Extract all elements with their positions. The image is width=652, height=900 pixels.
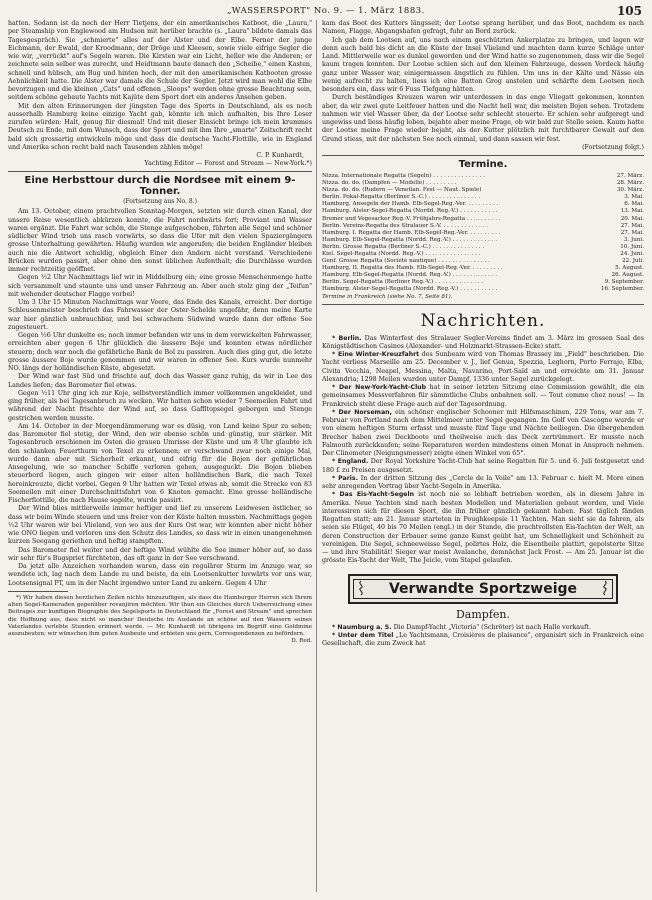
column-rule	[316, 20, 317, 892]
paragraph: hatten. Sodann ist da noch der Herr Tietjens, der ein amerikanisches Katboot, die „Laura," per Steamship von Englewood am Hudson mit herüber brachte (s. „Laura" bildete damals das Tagesgespräch). Sie „schmierte" alles auf der Alster und der Elbe. Ferner der junge Eichmann, der Ewald, der Kroodmann, der Dröge und Kleesen, sowie viele eifrige Segler die wie wir, „verrückt" auf's Segeln waren. Die Kirsten war ein Licht, heller wie die Anderen; er zeichnete sein selber was zurecht, und Heidtmann baute danach den „Scheibe," einen Kasten, schnell und hübsch, am Bug und hinten hoch, der mit den amerikanischen Katbooten grosse Aehnlichkeit hatte. Die Alster war damals die Schule der Segler. Jetzt wird man wohl die Elbe bevorzugen und die kleinen „Cats" und offenen „Sloops" werden ohne grosse Beachtung sein, seitdem schöne gebaute Yachts mit Kajüte dem Sport dort ein anderes Ansehen geben.	[8, 20, 312, 102]
termine-row	[322, 208, 644, 215]
paragraph: Durch beständiges Kreuzen waren wir unterdessen in das enge Vliegatt gekommen, konnten aber, da wir zwei gute Leitfeuer hatten und die Nacht hell war, die meisten Bojen sehen. Trotzdem nahmen wir viel Wasser über, da der Lootse sehr schlecht steuerte. Er schien sehr aufgeregt und ungewiss und liess häufig loben, bejahte aber meine Frage, ob wir bald zur Stelle seien. Kaum hatte der Lootse meine Frage wieder bejaht, als der Kutter plötzlich mit furchtbarer Gewalt auf den Grund stiess, mit der nächsten See noch einmal, und dann sassen wir fest.	[322, 94, 644, 143]
news-item-text: des Sunbeam wird von Thomas Brassey im „Field" beschrieben. Die Yacht verliess Marseille am 25. December v. J., lief Genua, Spezzia, Leghorn, Porto Ferrajo, Elba, Civita Vecchia, Neapel, Messina, Malta, Navarino, Port-Saïd an und erreichte am 31. Januar Alexandria; 1298 Meilen wurden unter Dampf, 1336 unter Segel zurückgelegt.	[322, 351, 644, 383]
termine-event: Genf. Grosse Regatta (Société nautique) . . . . . . . . . . . . . . .	[322, 258, 490, 265]
news-item	[322, 491, 644, 565]
paragraph: Der Wind blies mittlerweile immer heftiger und lief zu unserem Leidwesen östlicher, so dass wir beim Winde steuern und uns freier von der Küste halten mussten. Nachmittags gegen ½2 Uhr waren wir bei Vlieland, von wo aus der Kurs Ost war, wir konnten aber nicht höher wie ONO liegen und verloren uns den Schutz des Landes, so dass wir in einen unangenehmen kurzen Seegang geriethen und heftig stampften.	[8, 505, 312, 546]
news-item	[322, 475, 644, 492]
news-item-lead: * Unter dem Titel	[332, 631, 394, 639]
news-item-lead: * Das Eis-Yacht-Segeln	[332, 491, 415, 499]
termine-event: Hamburg. I. Regatta der Hamb. Elb-Segel-Reg.-Ver. . . . . . . . . .	[322, 229, 501, 236]
termine-row	[322, 265, 644, 272]
termine-event: Berlin. Pokal-Regatta (Berliner S.-C.) . . . . . . . . . . . . . . .	[322, 194, 481, 201]
paragraph: Am 14. October in der Morgendämmerung war es düsig, von Land keine Spur zu sehen; das Barometer fiel stetig, der Wind, den wir ebenso schön und günstig, nur stärker. Mit Tagesanbruch erschienen im Osten die grauen Umrisse der Küste und um 8 Uhr glaubte ich den schlanken Feuerthurm von Texel zu erkennen; er verschwand zwar noch einige Mal, wurde dann aber mit Sicherheit erkannt, und eifrig für die Bojen der gefährlichen Ansegelung, wie so mancher Schiffe verloren gehen, ausgeguckt. Die Bojen blieben steuerbord liegen, auch gingen wir einer alten holländischen Bark, die nach Texel hereinkreuzte, dicht vorbei. Gegen 9 Uhr hatten wir Texel etwas ab, somit die Strecke von 83 Seemeilen mit einer Durchschnittsfahrt von 6 Knoten gemacht. Eine grosse holländische Fischerflottille, die nach Hause segelte, wurde passirt.	[8, 422, 312, 505]
paragraph: Da jetzt alle Anzeichen vorhanden waren, dass ein regulärer Sturm im Anzuge war, so wendete ich, lag nach dem Lande zu und beiste, da ein Lootsenkutter luvwärts vor uns war, Lootsensignal PT, um in der Nacht irgendwo unter Land zu ankern. Gegen 4 Uhr	[8, 563, 312, 587]
termine-row	[322, 201, 644, 208]
termine-event: Berlin. Grosse Regatta (Berliner S.-C.) . . . . . . . . . . . . . . .	[322, 243, 485, 250]
continuation-note: (Fortsetzung folgt.)	[582, 143, 644, 151]
paragraph: Ich gab dem Lootsen auf, uns nach einem geschützten Ankerplatze zu bringen, und lagen wir denn auch bald bis dicht an die Küste der Insel Vlieland und machten dann kurze Schläge unter Land. Mittlerweile war es dunkel geworden und der Wind hatte so zugenommen, dass wir die Segel kaum tragen konnten. Der Lootse schien sich auf den kleinen Fahrzeuge, dessen Vordeck häufig ganz unter Wasser war, einigermassen ängstlich zu fühlen. Um uns in der Kälte und Nässe ein wenig aufrecht zu halten, liess ich eine Batton Grog anstelen und schärfte dem Lootsen noch besonders ein, dass wir 6 Fuss Tiefgang hätten.	[322, 36, 644, 93]
paragraph: Gegen ½11 Uhr ging ich zur Koje, selbstverständlich immer vollkommen angekleidet, und ging früher, als bei Tagesanbruch zu wecken. Wir hatten schon wieder 7 Seemeilen Fahrt und während der Nacht frischte der Wind auf, so dass Gaffltopsegel geborgen und Stenge gestrichen werden musste.	[8, 389, 312, 422]
dampfen-list	[322, 624, 644, 649]
termine-row	[322, 279, 644, 286]
termine-event: Nizza. Internationale Regatta (Segeln) . . . . . . . . . . . . . . .	[322, 172, 485, 179]
right-column	[322, 20, 644, 894]
termine-row	[322, 258, 644, 265]
news-item-lead: * Berlin.	[332, 334, 362, 342]
paragraph: Gegen ½2 Uhr Nachmittags lief wir in Middelburg ein; eine grosse Menschenmenge hatte sich versammelt und staunte uns und unser Fahrzeug an. Aber auch stolz ging der „Teifun" mit wehender deutscher Flagge vorbei!	[8, 274, 312, 298]
termine-date: 6. Mai.	[624, 201, 644, 208]
banner-title: Verwandte Sportzweige	[353, 579, 613, 599]
termine-event: Kiel. Segel-Regatta (Nordd. Reg.-V.) . . . . . . . . . . . . . . . .	[322, 250, 481, 257]
termine-event: Berlin. Vereins-Regatta des Stralauer S.-V. . . . . . . . . . . . . .	[322, 222, 488, 229]
termine-event: Bremer und Vegesacker Reg.-V. Frühjahrs-Regatta . . . . . . . . . .	[322, 215, 501, 222]
termine-event: Hamburg. Ansegeln der Hamb. Elb-Segel-Reg.-Ver. . . . . . . . . .	[322, 201, 499, 208]
news-item-lead: * Der New-York-Yacht-Club	[332, 384, 427, 392]
page-header	[8, 6, 644, 20]
news-item-lead: * Paris.	[332, 474, 358, 482]
divider	[8, 171, 312, 172]
nachrichten-list	[322, 335, 644, 566]
news-item-lead: * Naumburg a. S.	[332, 623, 392, 631]
termine-date: 3. Mai.	[624, 194, 644, 201]
paragraph: Um 3 Uhr 15 Minuten Nachmittags war Veere, das Ende des Kanals, erreicht. Der dortige Schleusenmeister beschrieb das Fahrwasser der Oster-Schelde ungefähr, denn meine Karte war hier gänzlich unbrauchbar, und bei schwachem Südwind wurde dann der offene See zugesteuert.	[8, 299, 312, 331]
termine-title: Termine.	[458, 158, 508, 170]
paragraph: kam das Boot des Kutters längsseit; der Lootse sprang herüber, und das Boot, nachdem es nach Namen, Flagge, Abgangshafen gefragt, fuhr an Bord zurück.	[322, 20, 644, 36]
news-item	[322, 384, 644, 409]
footnote-divider	[8, 591, 68, 592]
termine-date: 20. Mai.	[620, 215, 644, 222]
paragraph: Am 13. October, einem prachtvollen Sonntag-Morgen, setzten wir durch einen Kanal, der unsere Reise wesentlich abkürzen konnte, die Fahrt nordwärts fort; Proviant und Wasser waren ergänzt. Die Fahrt war schön, die Stenge aufgeschoben, führten alle Segel und schöner südlicher Wind trieb uns rasch vorwärts, so dass die Ufer mit den vielen Spaziergängern grosse Unterhaltung gewährten. Häufig wurden wir angerufen; die beiden Engländer bleiben auch nie die Antwort schuldig, obgleich Einer den Andern nicht verstand. Verschiedene Brücken wurden passirt, aber ohne den sonst üblichen Aufenthalt; die Durchlässe wurden immer rechtzeitig geöffnet.	[8, 208, 312, 274]
divider	[322, 155, 644, 156]
termine-date: 26. August.	[611, 272, 644, 279]
news-item-text: In der dritten Sitzung des „Cercle de la Voile" am 13. Februar c. hielt M. More einen sehr anregenden Vortrag über Yacht-Segeln in Amerika.	[322, 474, 644, 491]
termine-row	[322, 251, 644, 258]
termine-date: 16. September.	[601, 286, 644, 293]
news-item	[322, 335, 644, 352]
news-item	[322, 458, 644, 475]
paragraph: Gegen ½6 Uhr dunkelte es; noch immer befanden wir uns in dem verwickelten Fahrwasser, erreichten aber gegen 6 Uhr glücklich die äussere Boje und konnten etwas nördlicher steuern; doch war noch die gefährliche Bank de Bol zu passiren. Auch dies ging gut, die letzte grosse äussere Boje wurde genommen und wir waren in offener See. Kurs wurde nunmehr NO. längs der holländischen Küste, abgesetzt.	[8, 332, 312, 373]
news-item-lead: * Eine Winter-Kreuzfahrt	[332, 351, 420, 359]
news-item	[322, 624, 644, 632]
termine-event: Hamburg. Elb-Segel-Regatta (Nordd. Reg.-V.) . . . . . . . . . . . . .	[322, 236, 498, 243]
termine-date: 13. Mai.	[620, 208, 644, 215]
news-item-lead: * Der Norseman,	[332, 408, 392, 416]
termine-date: 5. August.	[615, 265, 644, 272]
termine-row	[322, 194, 644, 201]
termine-row	[322, 216, 644, 223]
termine-row	[322, 187, 644, 194]
termine-row	[322, 180, 644, 187]
news-item-text: Die Dampf-Yacht „Victoria" (Schröter) ist nach Halle verkauft.	[391, 623, 591, 631]
termine-date: 3. Juni.	[623, 236, 644, 243]
divider	[322, 304, 644, 305]
paragraph: Das Barometer fiel weiter und der heftige Wind wühlte die See immer höher auf, so dass wir sehr für's Bugspriet fürchteten, das oft ganz in der See verschwand.	[8, 546, 312, 562]
news-item	[322, 409, 644, 459]
paragraph: Mit den alten Erinnerungen der jüngsten Tage des Sports in Deutschland, als es noch ausserhalb Hamburg keine einzige Yacht gab, könnte ich mich aufhalten, bis Ihre Leser zurufen würden: Halt, genug für diesmal! Und mit dieser Einsicht bringe ich mein krummes Deutsch zu Ende, mit dem Wunsch, dass der Sport und mit ihm Ihre „smarte" Zeitschrift recht bald sich grossartig entwickeln möge und dass die deutsche Yacht-Flottille, wie in England und Amerika schon recht bald nach Tausenden zählen möge!	[8, 102, 312, 151]
section-banner	[348, 574, 618, 604]
running-title: „WASSERSPORT" No. 9. — 1. März 1883.	[227, 6, 425, 16]
termine-note-text: Termine in Frankreich (siehe No. 7, Seite 81).	[322, 293, 453, 300]
termine-note	[322, 294, 644, 301]
page-number: 105	[616, 4, 642, 18]
termine-row	[322, 272, 644, 279]
termine-event: Hamburg. Alster-Segel-Regatta (Nordd. Reg.-V.) . . . . . . . . . . .	[322, 208, 498, 215]
termine-date: 24. Juni.	[620, 250, 644, 257]
article-title: Eine Herbsttour durch die Nordsee mit einem 9-Tonner.	[24, 175, 296, 198]
termine-row	[322, 223, 644, 230]
news-item-text: „Le Yachtsmann, Croisières de plaisance", organisirt sich in Frankreich eine Gesellschaft, die zum Zweck hat	[322, 631, 644, 648]
termine-event: Nizza. do. do. (Dampfen — Modelle) . . . . . . . . .	[322, 180, 457, 187]
termine-list	[322, 173, 644, 294]
termine-event: Nizza. do. do. (Rudern — Venetian. Fest — Naut. Spiele)	[322, 187, 482, 194]
news-item-text: ist noch nie so lebhaft betrieben worden, als in diesem Jahre in Amerika. Neue Yachten sind nach besten Modellen und Materialien gebaut worden, und Viele interessiren sich für diesen Sport, die ihn früher gänzlich gekannt haben. Fast täglich fänden Regatten statt; am 21. Januar starteten in Poughkeepsie 11 Yachten. Man sieht sie da fahren, als seien sie Flügel, 40 bis 70 Meilen (engl.) in der Stunde, die prachtvollsten Eis-Yachten der Welt, an deren Construction der Erbauer seine ganze Kunst geübt hat, um Schnelligkeit und Schönheit zu vereinigen. Die Segel, schneeweisse Segel, polirtes Holz, die Eisentheile plattirt, gepolsterte Sitze — und ihre Stabilität! Sieger war meist Avalanche, demnächst Jack Frost. — Am 25. Januar ist die grösste Eis-Yacht der Welt, The Jeicle, vom Stapel gelaufen.	[322, 491, 644, 565]
termine-row	[322, 237, 644, 244]
signature-role: Yachting Editor — Forest and Stream — New-York.*)	[144, 160, 312, 168]
termine-event: Hamburg. Alster-Segel-Regatta (Nordd. Reg.-V.) . . . . . . . . . . .	[322, 286, 498, 293]
news-item	[322, 632, 644, 649]
termine-date: 27. Mai.	[620, 222, 644, 229]
dampfen-title: Dampfen.	[455, 607, 510, 621]
paragraph: Der Wind war fast Süd und frischte auf, doch das Wasser ganz ruhig, da wir in Lee des Landes liefen; das Barometer fiel etwas.	[8, 373, 312, 389]
news-item-lead: * England.	[332, 458, 369, 466]
news-item-text: Das Winterfest des Stralauer Segler-Vereins findet am 3. März im grossen Saal des Königstädtischen Casinos (Alexander- und Holzmarkt-Strassen-Ecke) statt.	[322, 334, 644, 350]
termine-row	[322, 244, 644, 251]
news-item	[322, 351, 644, 384]
termine-row	[322, 173, 644, 180]
termine-row	[322, 230, 644, 237]
footnote: *) Wir haben diesen herzlichen Zeilen nichts hinzuzufügen, als dass die Hamburger Herren sich Ihrem alten Segel-Kameraden gegenüber revanjiren möchten. Wir thun ein Gleiches durch Ueberreichung eines Beitrages zur kunftigen Biographie des Segelsports in Deutschland für „Forest and Stream" und sprechen die Hoffnung aus, dass nicht so mancher Deutsche im Auslande an schöne auf den Wassern seines Vaterlandes verlebte Stunden erinnert werde. — Mr. Kunhardt ist übrigens im Begriff eine Goldmine auszubeuten; wir wünschen ihm guten Ausbeute und erbieten uns gern, Correspondenzen zu befördern.	[8, 594, 312, 637]
termine-date: 27. März.	[616, 172, 644, 179]
termine-event: Berlin. Segel-Regatta (Berliner Reg.-V.) . . . . . . . . . . . . . .	[322, 279, 483, 286]
termine-date: 10. Juni.	[620, 243, 644, 250]
termine-date: 9. September.	[604, 279, 644, 286]
news-item-text: ein schöner englischer Schooner mit Hilfsmaschinen, 229 Tons, war am 7. Februar von Portland nach dem Mittelmeer unter Segel gegangen. Im Golf von Gascogne wurde er von einem heftigen Sturm erfasst und musste fünf Tage und Nächte beiliegen. Die übergehenden Brecher haben zwei Deckboote und theilweise auch das Deck zertrümmert. Er musste nach Falmouth zurückkaufen; seine Reparaturen werden mindestens einen Monat in Anspruch nehmen. Der Clinometer (Neigungsmesser) zeigte einen Winkel von 65°.	[322, 408, 644, 458]
termine-event: Hamburg. II. Regatta des Hamb. Elb-Segel-Reg.-Ver. . . . . . . . . .	[322, 265, 503, 272]
termine-date: 30. März.	[616, 187, 644, 194]
ornament-icon	[600, 580, 610, 596]
termine-row	[322, 286, 644, 293]
termine-date: 28. März.	[616, 180, 644, 187]
left-column	[8, 20, 312, 894]
termine-date: 22. Juli.	[622, 258, 644, 265]
signature-name: C. P. Kunhardt,	[256, 152, 304, 159]
termine-event: Hamburg. Elb-Segel-Regatta (Nordd. Reg.-V.) . . . . . . . . . . . . .	[322, 272, 498, 279]
termine-date: 27. Mai.	[620, 229, 644, 236]
nachrichten-title: Nachrichten.	[420, 310, 546, 331]
news-item-text: Der Royal Yorkshire Yacht-Club hat seine Regatten für 5. und 6. Juli festgesetzt und 180 £ zu Preisen ausgesetzt.	[322, 458, 644, 474]
news-item-text: hat in seiner letzten Sitzung eine Commission gewählt, die ein gemeinsames Messverfahren für sämmtliche Clubs anbahnen soll. — Tout comme chez nous! — In Frankreich steht diese Frage auch auf der Tagesordnung.	[322, 384, 644, 408]
article-subtitle: (Fortsetzung aus No. 8.)	[123, 198, 197, 206]
footnote-signature: D. Red.	[291, 638, 312, 645]
